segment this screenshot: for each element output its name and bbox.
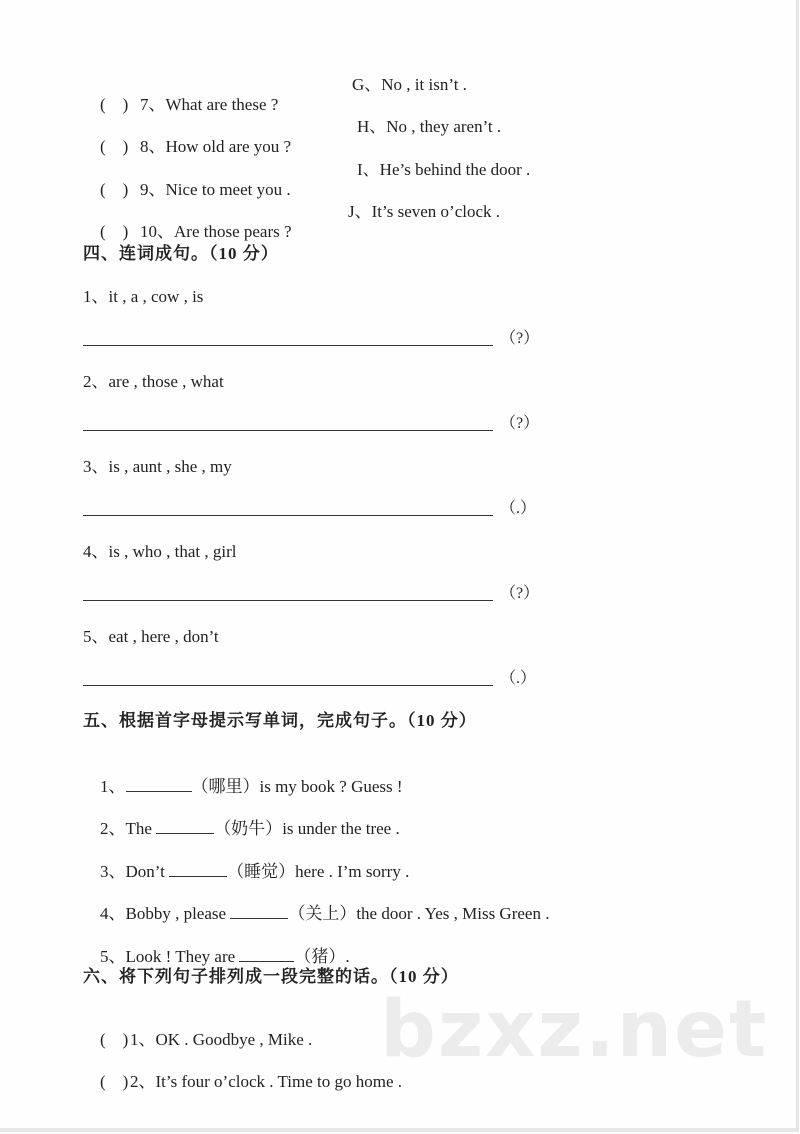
- option-i: I、He’s behind the door .: [357, 160, 531, 179]
- answer-paren[interactable]: ( ): [100, 222, 129, 241]
- section-4-heading: 四、连词成句。（10 分）: [83, 244, 279, 263]
- reorder-words-4: 4、is , who , that , girl: [83, 542, 237, 561]
- answer-line-1[interactable]: [83, 345, 493, 346]
- end-punctuation-3: （.）: [500, 500, 537, 517]
- reorder-words-3: 3、is , aunt , she , my: [83, 457, 232, 476]
- fill-blank-2[interactable]: [156, 817, 214, 834]
- chinese-hint: （睡觉）: [227, 862, 296, 881]
- end-punctuation-1: （?）: [500, 330, 540, 347]
- fill-blank-4[interactable]: [230, 902, 288, 919]
- fill-suffix: is my book ? Guess !: [259, 777, 403, 796]
- option-g: G、No , it isn’t .: [352, 75, 467, 94]
- end-punctuation-2: （?）: [500, 415, 540, 432]
- answer-paren[interactable]: ( ): [100, 95, 129, 114]
- fill-blank-1[interactable]: [126, 775, 192, 792]
- fill-suffix: here . I’m sorry .: [295, 862, 410, 881]
- section-5-heading: 五、根据首字母提示写单词，完成句子。（10 分）: [83, 711, 477, 730]
- answer-line-2[interactable]: [83, 430, 493, 431]
- question-text: 10、Are those pears ?: [140, 222, 292, 241]
- reorder-words-2: 2、are , those , what: [83, 372, 224, 391]
- answer-paren[interactable]: ( ): [100, 137, 129, 156]
- fill-prefix: 4、Bobby , please: [100, 904, 231, 923]
- answer-paren[interactable]: ( ): [100, 1030, 129, 1049]
- question-text: 9、Nice to meet you .: [140, 180, 291, 199]
- chinese-hint: （奶牛）: [214, 819, 283, 838]
- answer-line-3[interactable]: [83, 515, 493, 516]
- section-6-heading: 六、将下列句子排列成一段完整的话。（10 分）: [83, 967, 459, 986]
- answer-line-4[interactable]: [83, 600, 493, 601]
- chinese-hint: （关上）: [288, 904, 357, 923]
- order-text: 1、OK . Goodbye , Mike .: [130, 1030, 313, 1049]
- fill-prefix: 3、Don’t: [100, 862, 170, 881]
- fill-prefix: 5、Look ! They are: [100, 947, 240, 966]
- reorder-words-5: 5、eat , here , don’t: [83, 627, 219, 646]
- fill-suffix: .: [345, 947, 350, 966]
- fill-blank-5[interactable]: [239, 945, 294, 962]
- watermark: bzxz.net: [380, 985, 769, 1075]
- option-h: H、No , they aren’t .: [357, 117, 502, 136]
- fill-prefix: 1、: [100, 777, 126, 796]
- chinese-hint: （猪）: [294, 947, 346, 966]
- end-punctuation-5: （.）: [500, 670, 537, 687]
- chinese-hint: （哪里）: [191, 777, 260, 796]
- order-text: 2、It’s four o’clock . Time to go home .: [130, 1072, 402, 1091]
- end-punctuation-4: （?）: [500, 585, 540, 602]
- answer-paren[interactable]: ( ): [100, 1072, 129, 1091]
- answer-line-5[interactable]: [83, 685, 493, 686]
- fill-suffix: is under the tree .: [282, 819, 400, 838]
- fill-suffix: the door . Yes , Miss Green .: [356, 904, 550, 923]
- fill-blank-3[interactable]: [169, 860, 227, 877]
- answer-paren[interactable]: ( ): [100, 180, 129, 199]
- question-text: 8、How old are you ?: [140, 137, 292, 156]
- option-j: J、It’s seven o’clock .: [348, 202, 501, 221]
- order-item-2: [83, 1052, 402, 1112]
- reorder-words-1: 1、it , a , cow , is: [83, 287, 204, 306]
- question-text: 7、What are these ?: [140, 95, 279, 114]
- fill-prefix: 2、The: [100, 819, 157, 838]
